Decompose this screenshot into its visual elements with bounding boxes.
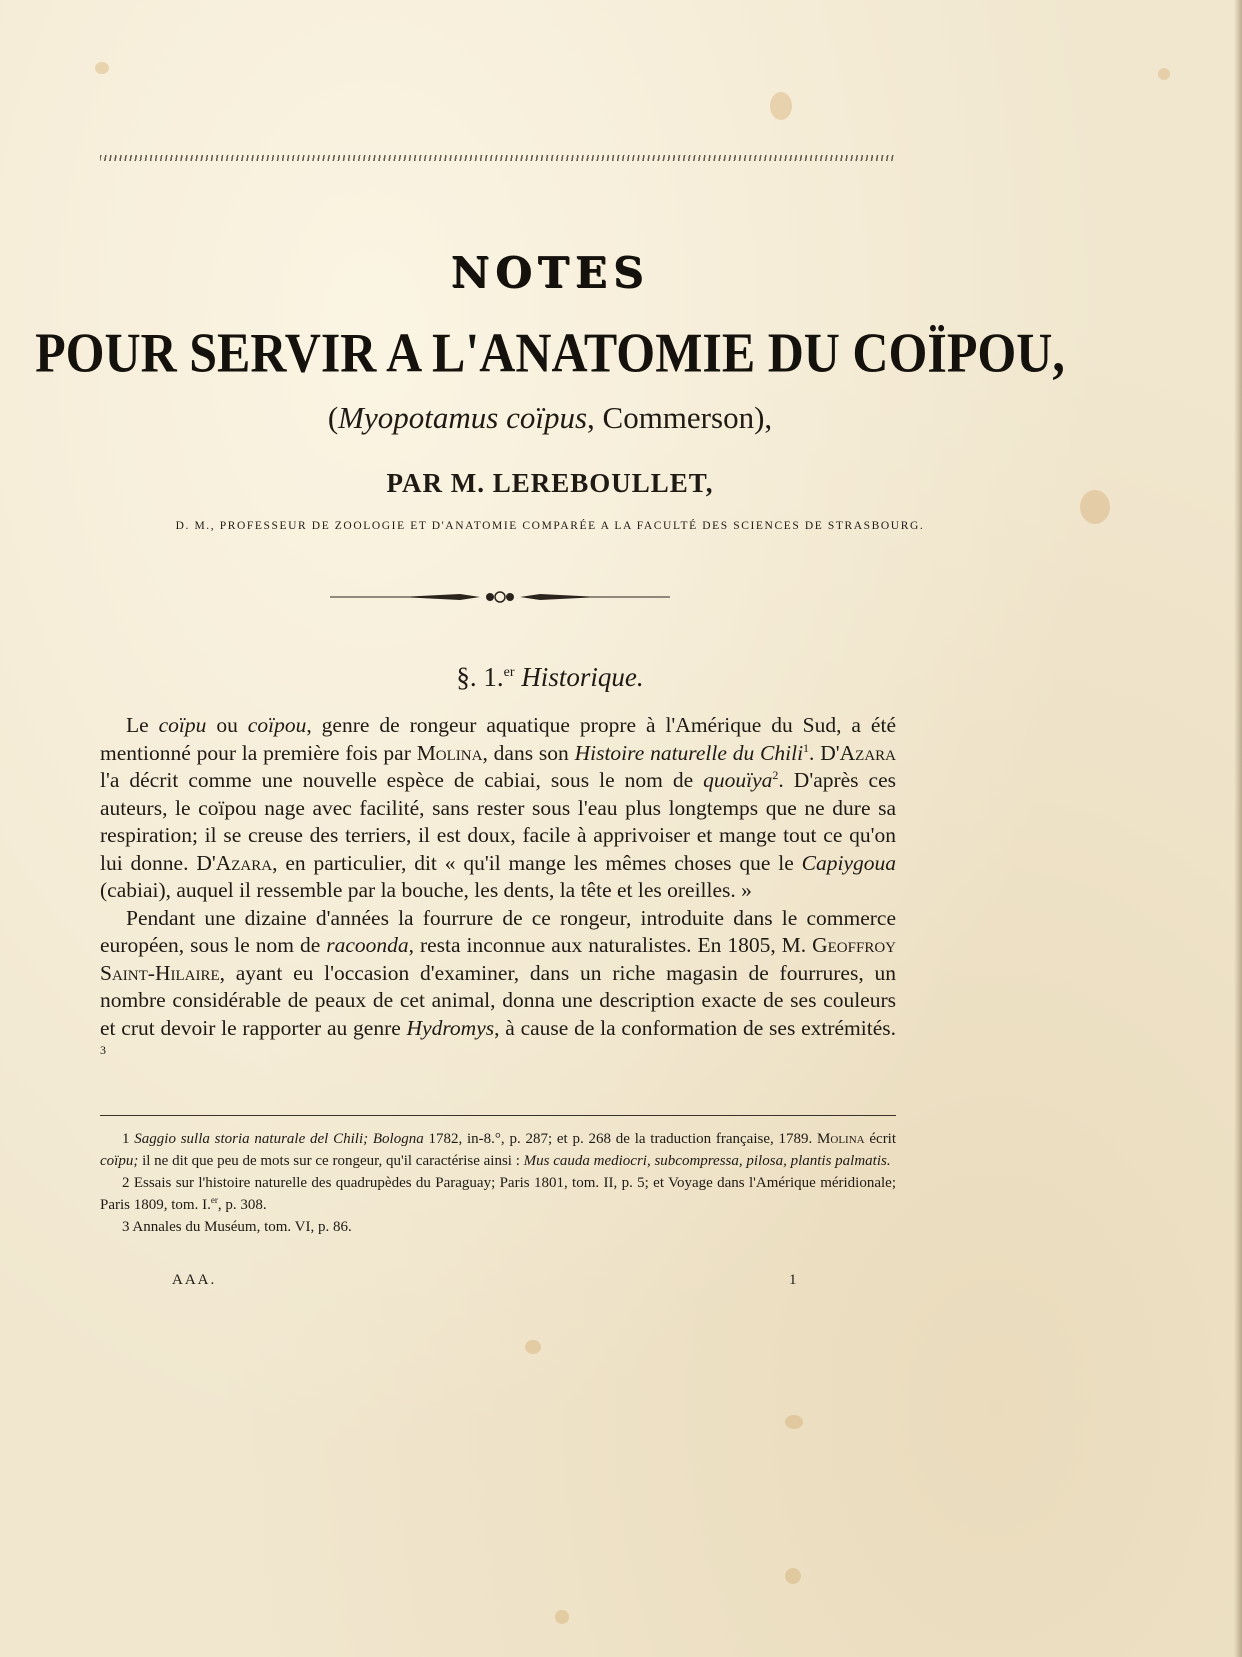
italic-run: coïpu; — [100, 1153, 139, 1169]
subtitle-paren-close: ), — [754, 400, 773, 435]
text-run: , à cause de la conformation de ses extrémités. — [494, 1015, 896, 1040]
foxing-spot — [95, 62, 109, 74]
text-run: , p. 308. — [217, 1197, 267, 1213]
italic-run: Hydromys — [406, 1015, 495, 1040]
author-byline: PAR M. LEREBOULLET, — [386, 468, 714, 498]
footnote — [100, 1216, 896, 1238]
italic-run: coïpu — [158, 713, 207, 737]
foxing-spot — [785, 1568, 801, 1584]
top-decorative-rule — [100, 155, 896, 161]
section-title: Historique. — [521, 662, 644, 692]
footnote-rule — [100, 1115, 896, 1116]
text-run: . D'après ces auteurs, le coïpou nage avec facilité, sans rester sous l'eau plus longtemps que ne dure sa respiration; il se creuse des terriers, il est doux, facile à apprivoiser et mange tout ce qu'on lui donne. D' — [100, 768, 896, 875]
text-run: Le — [126, 713, 159, 737]
text-run: , en particulier, dit « qu'il mange les mêmes choses que le — [272, 850, 802, 875]
text-run: Pendant une dizaine d'années la fourrure de ce rongeur, introduite dans le commerce européen, sous le nom de — [100, 905, 896, 957]
foxing-spot — [525, 1340, 541, 1354]
page-edge — [1234, 0, 1242, 1657]
species-subtitle — [0, 400, 1100, 436]
subtitle-paren-open: ( — [327, 400, 339, 435]
footnote-number: 1 — [122, 1131, 135, 1147]
author-name: Azara — [215, 850, 273, 875]
italic-run: Saggio sulla storia naturale del Chili; Bologna — [134, 1131, 424, 1147]
text-run: 2 Essais sur l'histoire naturelle des quadrupèdes du Paraguay; Paris 1801, tom. II, p. 5; et Voyage dans l'Amérique méridionale; Paris 1809, tom. I. — [100, 1175, 896, 1213]
text-run: 3 Annales du Muséum, tom. VI, p. 86. — [122, 1219, 352, 1235]
ornament-divider — [330, 590, 670, 604]
species-authority: Commerson — [602, 400, 755, 435]
text-run: , ayant eu l'occasion d'examiner, dans un riche magasin de fourrures, un nombre considérable de peaux de cet animal, donna une description exacte de ses couleurs et crut devoir le rapporter au genre — [100, 960, 896, 1040]
foxing-spot — [1158, 68, 1170, 80]
printer-signature: AAA. — [172, 1272, 217, 1288]
foxing-spot — [555, 1610, 569, 1624]
paragraph — [100, 712, 896, 905]
text-run: l'a décrit comme une nouvelle espèce de cabiai, sous le nom de — [100, 768, 704, 792]
page-title: POUR SERVIR A L'ANATOMIE DU COÏPOU, — [35, 321, 1065, 384]
text-run: . D' — [809, 740, 840, 765]
body-text — [100, 712, 896, 1070]
author-affiliation: D. M., PROFESSEUR DE ZOOLOGIE ET D'ANATOMIE COMPARÉE A LA FACULTÉ DES SCIENCES DE STRASBOURG. — [175, 520, 925, 532]
notes-heading: NOTES — [450, 248, 650, 297]
italic-run: Histoire naturelle du Chili — [574, 740, 804, 765]
superscript: er — [210, 1195, 218, 1205]
author-name: Geoffroy Saint-Hilaire — [100, 933, 896, 985]
footnotes — [100, 1128, 896, 1238]
footnote-ref: 2 — [772, 767, 779, 782]
italic-run: coïpou — [247, 713, 307, 737]
footnote — [100, 1172, 896, 1216]
text-run: , resta inconnue aux naturalistes. En 1805, M. — [408, 933, 813, 957]
section-heading — [0, 662, 1100, 693]
italic-run: Capiygoua — [801, 850, 896, 875]
text-run: écrit — [864, 1131, 897, 1147]
italic-run: Mus cauda mediocri, subcompressa, pilosa, plantis palmatis. — [523, 1153, 891, 1169]
footnote-ref: 1 — [803, 740, 810, 755]
footnote-ref: 3 — [100, 1042, 106, 1057]
foxing-spot — [770, 92, 792, 120]
paragraph — [100, 905, 896, 1070]
species-name: Myopotamus coïpus — [338, 400, 588, 435]
foxing-spot — [785, 1415, 803, 1429]
page-number: 1 — [789, 1272, 797, 1288]
italic-run: racoonda — [326, 933, 409, 957]
author-name: Molina — [817, 1131, 865, 1147]
section-mark-sup: er — [503, 665, 515, 680]
section-mark: §. 1. — [456, 662, 504, 692]
italic-run: quouïya — [703, 768, 773, 792]
text-run: , dans son — [482, 740, 575, 765]
text-run: , genre de rongeur aquatique propre à l'Amérique du Sud, a été mentionné pour la première fois par — [100, 713, 896, 765]
text-run: il ne dit que peu de mots sur ce rongeur, qu'il caractérise ainsi : — [138, 1153, 524, 1169]
author-name: Azara — [839, 740, 896, 765]
text-run: (cabiai), auquel il ressemble par la bouche, les dents, la tête et les oreilles. » — [100, 878, 752, 902]
text-run: ou — [206, 713, 248, 737]
footnote — [100, 1128, 896, 1172]
author-name: Molina — [416, 740, 483, 765]
text-run: 1782, in-8.°, p. 287; et p. 268 de la traduction française, 1789. — [423, 1131, 818, 1147]
subtitle-comma: , — [587, 400, 603, 435]
